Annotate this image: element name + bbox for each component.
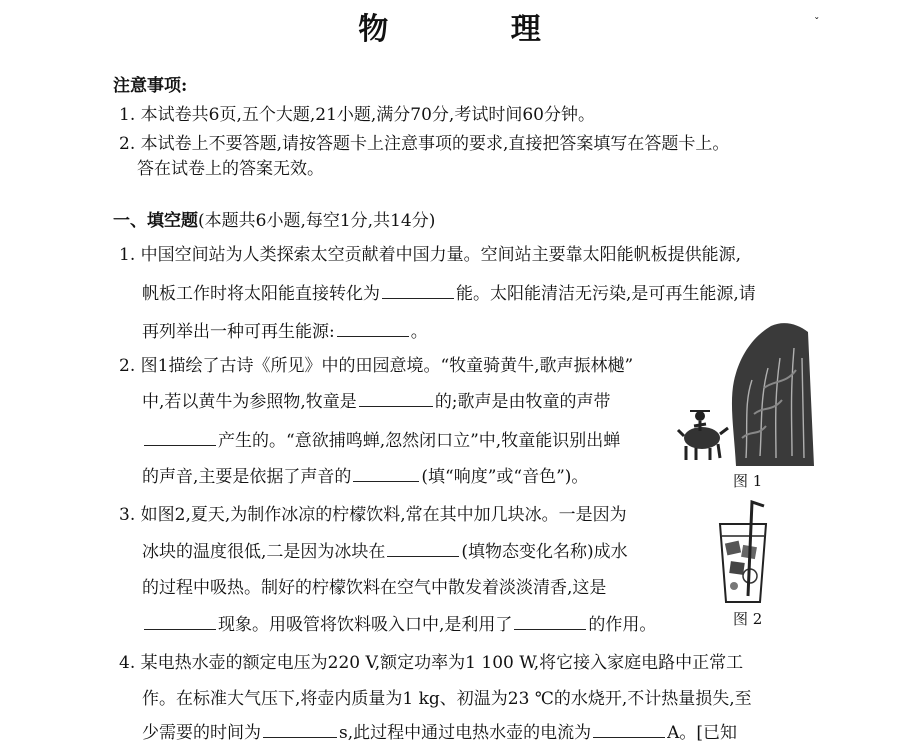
q2-line-1: 2. 图1描绘了古诗《所见》中的田园意境。“牧童骑黄牛,歌声振林樾” — [119, 356, 634, 376]
q4-text-a: 少需要的时间为 — [142, 723, 261, 743]
section-1-header — [113, 206, 435, 231]
q3-line-2 — [142, 537, 628, 562]
section-1-heading: 一、填空题 — [113, 211, 198, 231]
q1-text-b: 能。太阳能清洁无污染,是可再生能源,请 — [456, 284, 756, 304]
q1-text-a: 帆板工作时将太阳能直接转化为 — [142, 284, 380, 304]
figure-2-illustration — [712, 500, 778, 606]
q1-text-c: 再列举出一种可再生能源: — [142, 322, 335, 342]
q3-text-a: 冰块的温度很低,二是因为冰块在 — [142, 542, 386, 562]
q2-text-c: 产生的。“意欲捕鸣蝉,忽然闭口立”中,牧童能识别出蝉 — [218, 431, 621, 451]
q4-line-1: 4. 某电热水壶的额定电压为220 V,额定功率为1 100 W,将它接入家庭电路中正常工 — [119, 653, 744, 673]
q1-line-1: 1. 中国空间站为人类探索太空贡献着中国力量。空间站主要靠太阳能帆板提供能源, — [119, 245, 742, 265]
q4-blank-2[interactable] — [593, 723, 665, 738]
q3-text-b: (填物态变化名称)成水 — [461, 542, 628, 562]
q2-text-e: (填“响度”或“音色”)。 — [421, 467, 589, 487]
q1-blank-1[interactable] — [382, 284, 454, 299]
q4-line-3 — [142, 718, 737, 743]
q3-text-c: 现象。用吸管将饮料吸入口中,是利用了 — [218, 615, 513, 635]
q3-blank-3[interactable] — [514, 615, 586, 630]
q1-blank-2[interactable] — [337, 322, 409, 337]
q2-line-4 — [142, 462, 588, 487]
figure-1-caption: 图 1 — [733, 472, 763, 490]
q2-blank-1[interactable] — [359, 392, 433, 407]
q2-blank-3[interactable] — [353, 467, 419, 482]
figure-2-caption: 图 2 — [733, 610, 763, 628]
q2-line-2 — [142, 387, 611, 412]
q3-blank-2[interactable] — [144, 615, 216, 630]
section-1-note: (本题共6小题,每空1分,共14分) — [198, 211, 436, 231]
q3-text-d: 的作用。 — [588, 615, 657, 635]
q3-line-1: 3. 如图2,夏天,为制作冰凉的柠檬饮料,常在其中加几块冰。一是因为 — [119, 505, 627, 525]
notice-item-2: 2. 本试卷上不要答题,请按答题卡上注意事项的要求,直接把答案填写在答题卡上。 — [119, 134, 730, 154]
corner-mark: ˇ — [814, 16, 820, 29]
q1-line-2 — [142, 279, 756, 304]
q4-text-c: A。[已知 — [667, 723, 738, 743]
q2-line-3 — [142, 426, 620, 451]
notice-heading: 注意事项: — [113, 76, 188, 96]
q3-line-3: 的过程中吸热。制好的柠檬饮料在空气中散发着淡淡清香,这是 — [142, 578, 607, 598]
figure-1-illustration — [676, 318, 816, 468]
q1-text-d: 。 — [410, 322, 428, 342]
page-title: 物 理 — [358, 12, 597, 47]
notice-item-1: 1. 本试卷共6页,五个大题,21小题,满分70分,考试时间60分钟。 — [119, 105, 595, 125]
q4-text-b: s,此过程中通过电热水壶的电流为 — [339, 723, 592, 743]
q2-blank-2[interactable] — [144, 431, 216, 446]
q3-line-4 — [142, 610, 656, 635]
notice-item-2-cont: 答在试卷上的答案无效。 — [137, 159, 324, 179]
q4-line-2: 作。在标准大气压下,将壶内质量为1 kg、初温为23 ℃的水烧开,不计热量损失,至 — [142, 689, 752, 709]
q2-text-d: 的声音,主要是依据了声音的 — [142, 467, 352, 487]
q4-blank-1[interactable] — [263, 723, 337, 738]
q2-text-a: 中,若以黄牛为参照物,牧童是 — [142, 392, 357, 412]
q2-text-b: 的;歌声是由牧童的声带 — [434, 392, 611, 412]
q3-blank-1[interactable] — [387, 542, 459, 557]
q1-line-3 — [142, 317, 428, 342]
